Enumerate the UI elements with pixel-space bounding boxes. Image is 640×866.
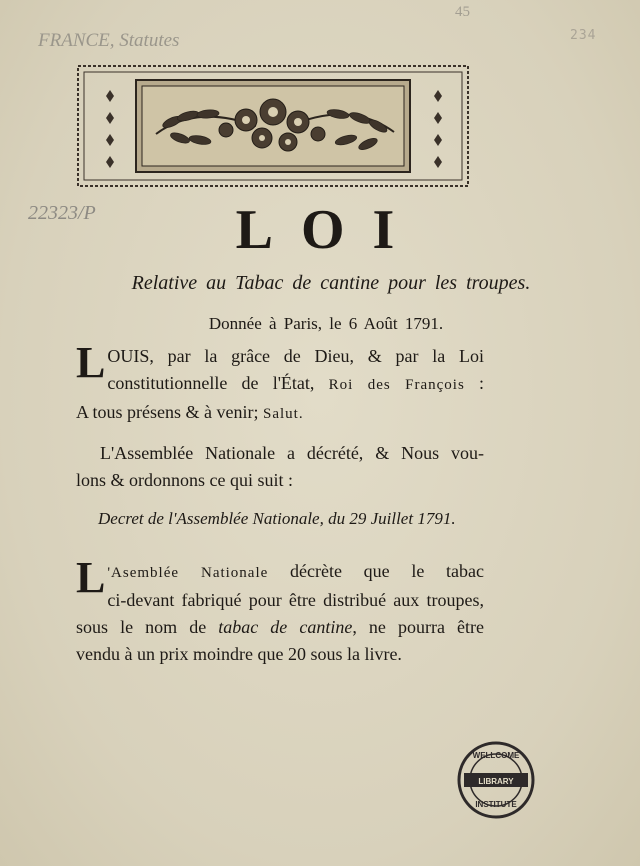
preamble-paragraph [76,338,484,428]
text-line: L'Assemblée Nationale a décrété, & Nous vou- [100,443,484,463]
text-line: 'Asemblée Nationale décrète que le tabac [107,561,484,581]
document-title: LOI [235,199,423,261]
corner-number: 234 [570,28,597,43]
stamp-top-text: WELLCOME [472,751,520,760]
decree-paragraph [76,553,484,668]
king-title: Roi des François [328,377,465,393]
library-stamp [456,740,536,820]
salut-word: Salut. [262,406,304,422]
text-line: lons & ordonnons ce qui suit : [76,470,293,490]
text-line: constitutionnelle de l'État, Roi des François : [107,373,484,393]
enactment-paragraph [76,440,484,494]
text-line: OUIS, par la grâce de Dieu, & par la Loi [107,346,484,366]
handwritten-number: 45 [455,4,470,20]
stamp-bottom-text: INSTITUTE [475,800,517,809]
text-line: A tous présens & à venir; Salut. [76,402,304,422]
stamp-middle-text: LIBRARY [478,777,514,786]
drop-cap: L [76,338,106,387]
text-line: ci-devant fabriqué pour être distribué aux troupes, [107,590,484,610]
drop-cap: L [76,553,106,602]
text-line: sous le nom de tabac de cantine, ne pourra être [76,617,484,637]
tabac-term: tabac de cantine [218,617,353,637]
catalogue-mark: 22323/P [28,202,96,224]
dateline: Donnée à Paris, le 6 Août 1791. [208,314,444,333]
floral-ornament [76,64,470,188]
document-subtitle: Relative au Tabac de cantine pour les troupes. [131,272,531,294]
decree-heading: Decret de l'Assemblée Nationale, du 29 Juillet 1791. [98,509,456,528]
text-line: vendu à un prix moindre que 20 sous la livre. [76,644,402,664]
handwritten-header-note: FRANCE, Statutes [38,30,180,51]
assembly-name: 'Asemblée Nationale [107,565,269,581]
